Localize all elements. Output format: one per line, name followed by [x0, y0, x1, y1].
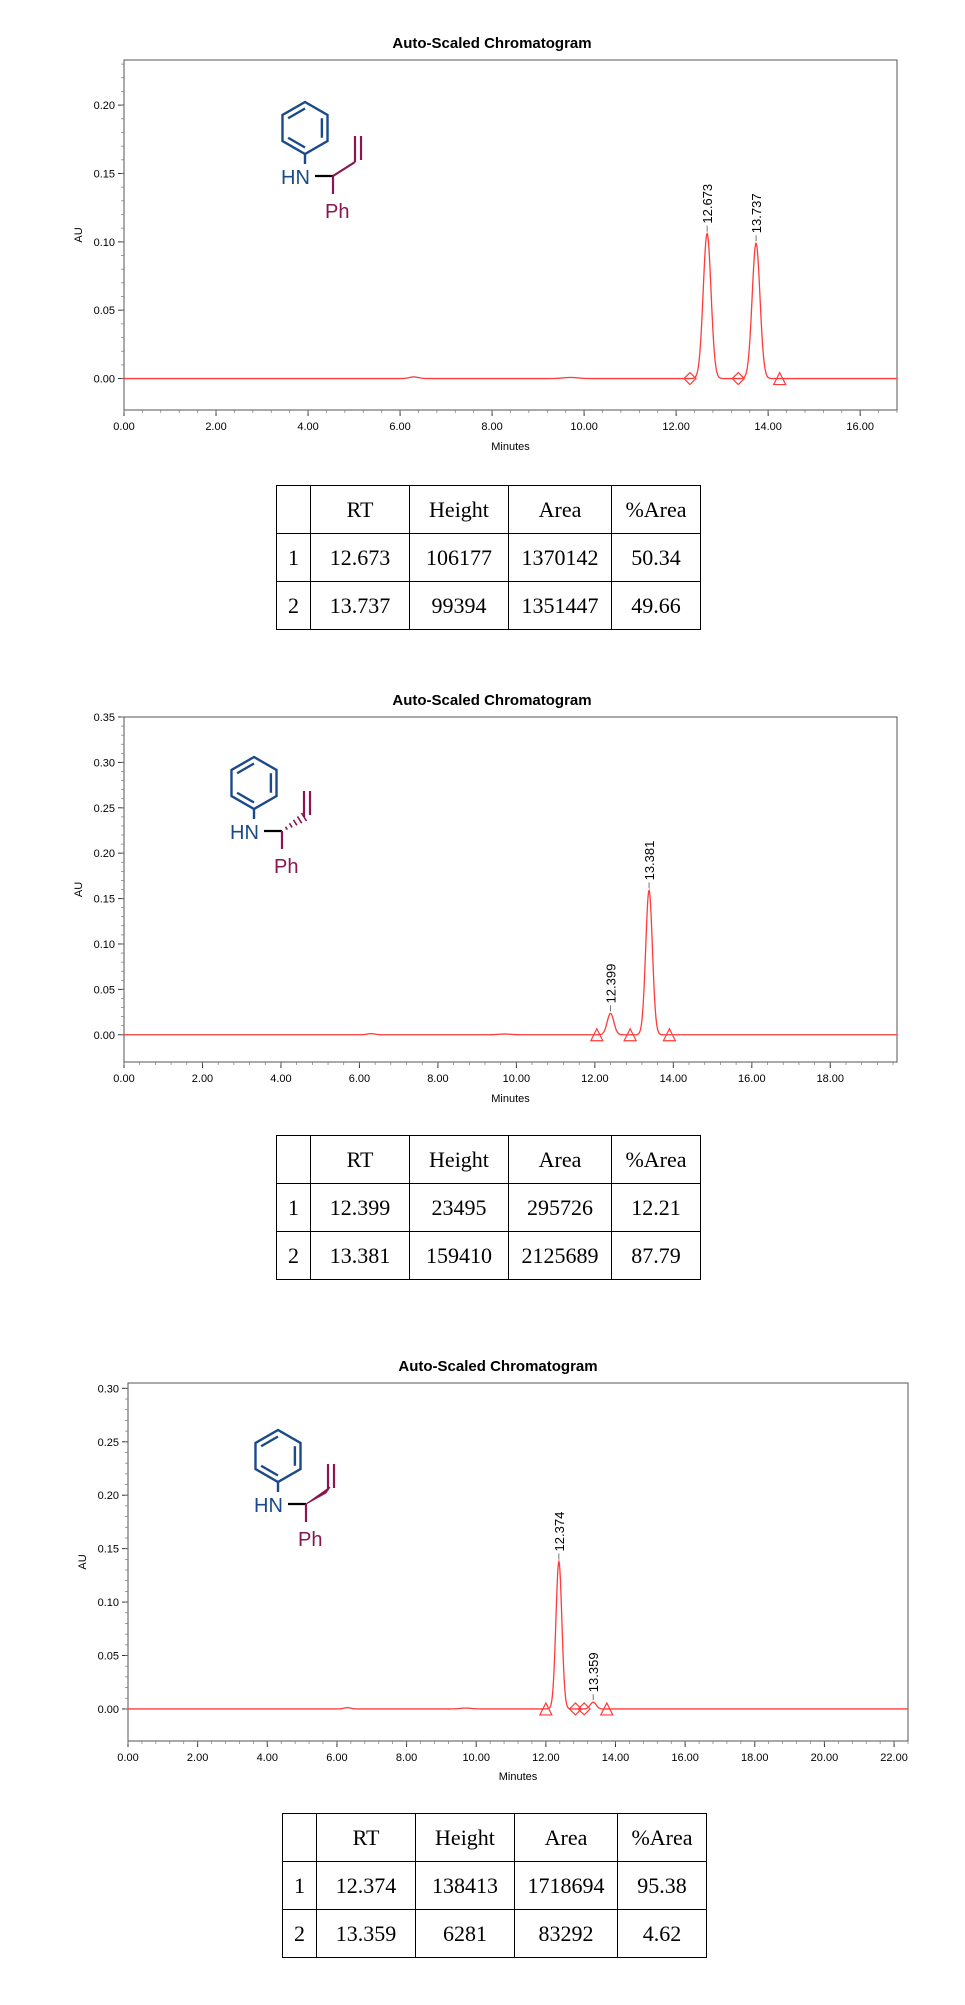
- header-cell: Height: [410, 1136, 509, 1184]
- chromatogram-trace: [124, 890, 897, 1034]
- table-cell: 6281: [416, 1910, 515, 1958]
- results-table-3: [282, 1813, 707, 1958]
- table-cell: 23495: [410, 1184, 509, 1232]
- molecule-structure: [254, 1430, 334, 1551]
- y-tick-label: 0.05: [93, 984, 115, 997]
- table-header-row: [277, 486, 701, 534]
- table-cell: 2: [283, 1910, 317, 1958]
- table-header-row: [283, 1814, 707, 1862]
- x-tick-label: 2.00: [186, 1752, 209, 1764]
- table-cell: 12.374: [317, 1862, 416, 1910]
- header-cell: [283, 1814, 317, 1862]
- y-tick-label: 0.10: [97, 1597, 119, 1610]
- hash-bond-segment: [294, 820, 297, 825]
- y-tick-label: 0.00: [93, 1029, 115, 1042]
- peak-label: 12.374: [551, 1511, 567, 1552]
- y-tick-label: 0.10: [93, 236, 115, 249]
- x-tick-label: 6.00: [326, 1752, 348, 1764]
- table-cell: 13.737: [311, 582, 410, 630]
- table-cell: 4.62: [618, 1910, 707, 1958]
- x-tick-label: 18.00: [741, 1752, 769, 1764]
- y-tick-label: 0.25: [93, 802, 115, 815]
- header-cell: [277, 486, 311, 534]
- table-cell: 1: [277, 1184, 311, 1232]
- header-cell: RT: [317, 1814, 416, 1862]
- y-tick-label: 0.30: [97, 1383, 119, 1396]
- nh-label: HN: [254, 1495, 283, 1517]
- table-cell: 12.21: [612, 1184, 701, 1232]
- chromatogram-panel-2: [0, 655, 965, 1315]
- ph-label: Ph: [298, 1529, 323, 1551]
- peak-label: 13.737: [749, 193, 765, 234]
- y-tick-label: 0.35: [93, 712, 115, 724]
- x-tick-label: 2.00: [205, 421, 227, 433]
- y-axis-label: AU: [73, 881, 85, 898]
- table-cell: 1: [283, 1862, 317, 1910]
- y-axis-label: AU: [73, 227, 85, 243]
- table-cell: 49.66: [612, 582, 701, 630]
- table-row: [277, 1184, 701, 1232]
- results-table-2: [276, 1135, 701, 1280]
- header-cell: %Area: [612, 1136, 701, 1184]
- ph-label: Ph: [325, 201, 350, 223]
- y-tick-label: 0.30: [93, 757, 115, 770]
- chromatogram-panel-1: [0, 0, 965, 650]
- x-tick-label: 6.00: [389, 421, 411, 433]
- x-tick-label: 6.00: [348, 1073, 371, 1085]
- y-tick-label: 0.05: [93, 305, 115, 318]
- x-axis-label: Minutes: [491, 441, 530, 453]
- table-row: [277, 582, 701, 630]
- x-tick-label: 14.00: [659, 1073, 688, 1085]
- y-tick-label: 0.25: [97, 1436, 119, 1449]
- y-tick-label: 0.10: [93, 938, 115, 951]
- table-cell: 295726: [509, 1184, 612, 1232]
- header-cell: Area: [515, 1814, 618, 1862]
- table-cell: 12.399: [311, 1184, 410, 1232]
- x-tick-label: 10.00: [570, 421, 598, 433]
- y-axis-label: AU: [77, 1554, 89, 1570]
- x-tick-label: 8.00: [481, 421, 503, 433]
- header-cell: RT: [311, 486, 410, 534]
- x-tick-label: 4.00: [270, 1073, 292, 1085]
- chart-title: Auto-Scaled Chromatogram: [392, 35, 592, 52]
- y-tick-label: 0.00: [93, 373, 115, 386]
- header-cell: Height: [410, 486, 509, 534]
- table-header-row: [277, 1136, 701, 1184]
- y-tick-label: 0.20: [93, 100, 115, 113]
- header-cell: [277, 1136, 311, 1184]
- table-cell: 83292: [515, 1910, 618, 1958]
- table-row: [283, 1910, 707, 1958]
- table-cell: 50.34: [612, 534, 701, 582]
- x-tick-label: 12.00: [581, 1073, 609, 1085]
- x-tick-label: 4.00: [297, 421, 319, 433]
- table-cell: 2125689: [509, 1232, 612, 1280]
- wedge-bond: [306, 1487, 330, 1504]
- peak-label: 12.399: [603, 963, 619, 1004]
- plot-frame: [124, 717, 897, 1062]
- hash-bond-segment: [290, 823, 293, 827]
- x-tick-label: 12.00: [532, 1752, 560, 1764]
- nh-label: HN: [281, 167, 310, 189]
- x-tick-label: 14.00: [754, 421, 782, 433]
- header-cell: Area: [509, 1136, 612, 1184]
- x-tick-label: 20.00: [810, 1752, 839, 1764]
- header-cell: %Area: [612, 486, 701, 534]
- nh-label: HN: [230, 822, 259, 844]
- table-cell: 1370142: [509, 534, 612, 582]
- plot-frame: [124, 60, 897, 410]
- table-cell: 106177: [410, 534, 509, 582]
- molecule-structure: [230, 757, 310, 878]
- chromatogram-trace: [128, 1562, 908, 1709]
- hash-bond-segment: [298, 816, 302, 823]
- y-tick-label: 0.20: [97, 1490, 119, 1503]
- x-tick-label: 12.00: [662, 421, 690, 433]
- chart-title: Auto-Scaled Chromatogram: [398, 1358, 598, 1375]
- x-tick-label: 10.00: [502, 1073, 531, 1085]
- header-cell: RT: [311, 1136, 410, 1184]
- x-tick-label: 8.00: [395, 1752, 418, 1764]
- table-cell: 2: [277, 1232, 311, 1280]
- x-tick-label: 16.00: [671, 1752, 699, 1764]
- table-cell: 1718694: [515, 1862, 618, 1910]
- peak-label: 13.359: [586, 1652, 602, 1693]
- table-cell: 1: [277, 534, 311, 582]
- x-axis-label: Minutes: [498, 1771, 538, 1783]
- y-tick-label: 0.15: [93, 893, 115, 906]
- x-tick-label: 4.00: [256, 1752, 278, 1764]
- peak-label: 12.673: [700, 183, 716, 224]
- table-cell: 95.38: [618, 1862, 707, 1910]
- x-tick-label: 22.00: [880, 1752, 908, 1764]
- x-tick-label: 2.00: [191, 1073, 214, 1085]
- x-tick-label: 10.00: [462, 1752, 490, 1764]
- hash-bond-segment: [286, 827, 288, 830]
- y-tick-label: 0.15: [97, 1543, 119, 1556]
- table-cell: 1351447: [509, 582, 612, 630]
- table-cell: 138413: [416, 1862, 515, 1910]
- x-tick-label: 0.00: [117, 1752, 139, 1764]
- y-tick-label: 0.15: [93, 168, 115, 181]
- x-axis-label: Minutes: [491, 1093, 530, 1105]
- header-cell: %Area: [618, 1814, 707, 1862]
- table-cell: 2: [277, 582, 311, 630]
- chromatogram-chart-2: [0, 655, 965, 1115]
- peak-label: 13.381: [642, 840, 658, 881]
- chromatogram-trace: [124, 234, 897, 379]
- x-tick-label: 16.00: [738, 1073, 766, 1085]
- x-tick-label: 8.00: [427, 1073, 449, 1085]
- table-row: [277, 1232, 701, 1280]
- results-table-1: [276, 485, 701, 630]
- molecule-structure: [281, 102, 361, 223]
- table-cell: 159410: [410, 1232, 509, 1280]
- chart-title: Auto-Scaled Chromatogram: [392, 692, 592, 709]
- table-cell: 87.79: [612, 1232, 701, 1280]
- table-cell: 12.673: [311, 534, 410, 582]
- chromatogram-chart-3: [0, 1320, 965, 1795]
- x-tick-label: 16.00: [846, 421, 874, 433]
- chromatogram-panel-3: [0, 1320, 965, 2005]
- table-cell: 13.381: [311, 1232, 410, 1280]
- chromatogram-chart-1: [0, 0, 965, 460]
- table-row: [277, 534, 701, 582]
- y-tick-label: 0.20: [93, 848, 115, 861]
- x-tick-label: 0.00: [113, 1073, 135, 1085]
- y-tick-label: 0.00: [97, 1703, 119, 1716]
- c-vinyl-bond: [333, 162, 355, 176]
- table-cell: 99394: [410, 582, 509, 630]
- x-tick-label: 14.00: [601, 1752, 630, 1764]
- x-tick-label: 18.00: [816, 1073, 845, 1085]
- x-tick-label: 0.00: [113, 421, 135, 433]
- table-cell: 13.359: [317, 1910, 416, 1958]
- header-cell: Height: [416, 1814, 515, 1862]
- table-row: [283, 1862, 707, 1910]
- header-cell: Area: [509, 486, 612, 534]
- plot-frame: [128, 1383, 908, 1741]
- y-tick-label: 0.05: [97, 1650, 119, 1663]
- ph-label: Ph: [274, 856, 299, 878]
